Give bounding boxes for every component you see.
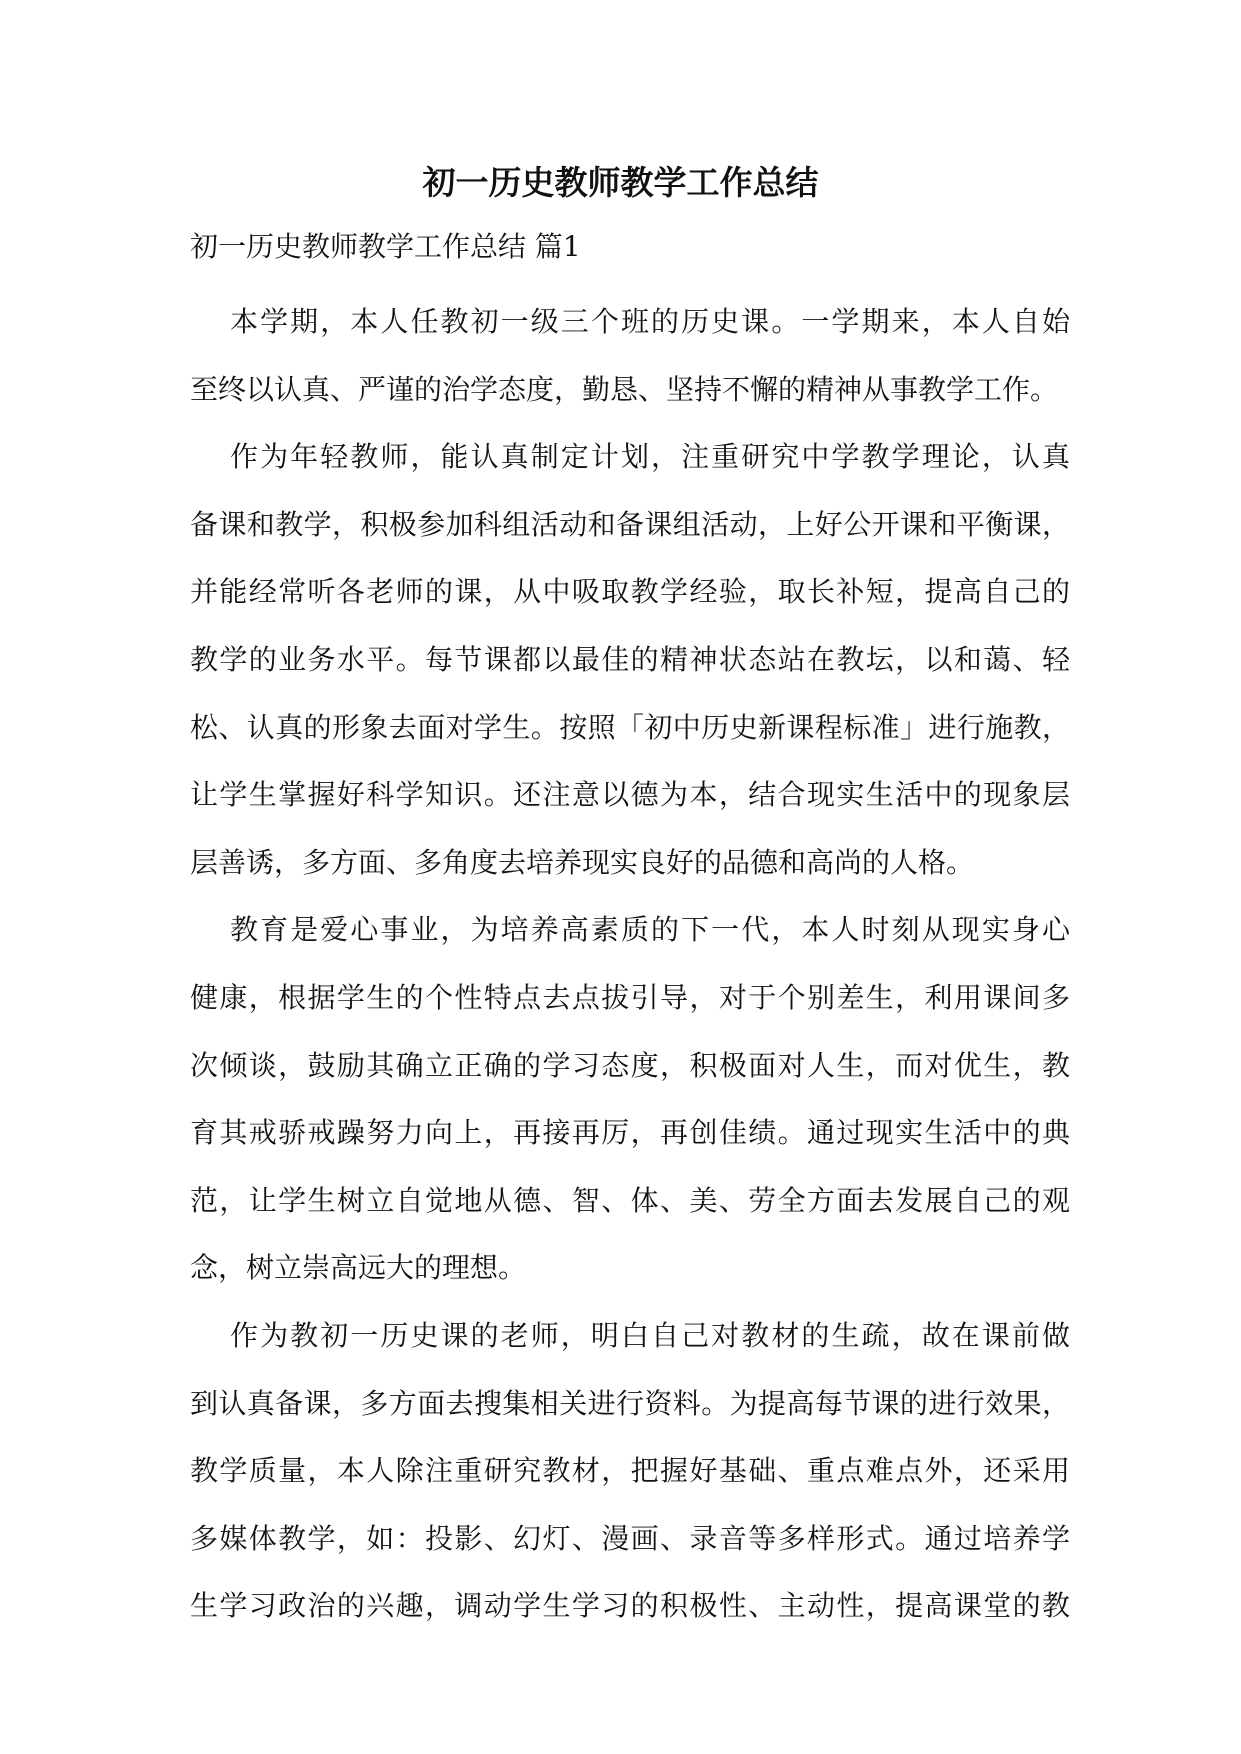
text-line: 教学质量，本人除注重研究教材，把握好基础、重点难点外，还采用 — [190, 1454, 1070, 1488]
text-line: 育其戒骄戒躁努力向上，再接再厉，再创佳绩。通过现实生活中的典 — [190, 1116, 1070, 1150]
text-line: 备课和教学，积极参加科组活动和备课组活动，上好公开课和平衡课， — [190, 507, 1070, 541]
text-line: 到认真备课，多方面去搜集相关进行资料。为提高每节课的进行效果， — [190, 1386, 1070, 1420]
paragraph-1 — [190, 288, 1070, 423]
text-line: 生学习政治的兴趣，调动学生学习的积极性、主动性，提高课堂的教 — [190, 1589, 1070, 1623]
text-line: 作为年轻教师，能认真制定计划，注重研究中学教学理论，认真 — [230, 440, 1070, 474]
paragraph-4 — [190, 1302, 1070, 1640]
paragraph-2 — [190, 423, 1070, 896]
text-line: 范，让学生树立自觉地从德、智、体、美、劳全方面去发展自己的观 — [190, 1183, 1070, 1217]
text-line: 并能经常听各老师的课，从中吸取教学经验，取长补短，提高自己的 — [190, 575, 1070, 609]
section-heading: 初一历史教师教学工作总结 篇1 — [190, 230, 581, 263]
text-line: 松、认真的形象去面对学生。按照「初中历史新课程标准」进行施教， — [190, 710, 1070, 744]
text-line: 至终以认真、严谨的治学态度，勤恳、坚持不懈的精神从事教学工作。 — [190, 372, 1059, 406]
text-line: 次倾谈，鼓励其确立正确的学习态度，积极面对人生，而对优生，教 — [190, 1048, 1070, 1082]
text-line: 多媒体教学，如：投影、幻灯、漫画、录音等多样形式。通过培养学 — [190, 1521, 1070, 1555]
paragraph-3 — [190, 896, 1070, 1302]
text-line: 教育是爱心事业，为培养高素质的下一代，本人时刻从现实身心 — [230, 913, 1070, 947]
text-line: 健康，根据学生的个性特点去点拔引导，对于个别差生，利用课间多 — [190, 980, 1070, 1014]
text-line: 本学期，本人任教初一级三个班的历史课。一学期来，本人自始 — [230, 305, 1070, 338]
text-line: 作为教初一历史课的老师，明白自己对教材的生疏，故在课前做 — [230, 1318, 1070, 1352]
text-line: 教学的业务水平。每节课都以最佳的精神状态站在教坛，以和蔼、轻 — [190, 642, 1070, 676]
document-body — [190, 288, 1070, 1640]
document-title: 初一历史教师教学工作总结 — [422, 163, 819, 202]
text-line: 让学生掌握好科学知识。还注意以德为本，结合现实生活中的现象层 — [190, 778, 1070, 812]
text-line: 层善诱，多方面、多角度去培养现实良好的品德和高尚的人格。 — [190, 845, 975, 879]
text-line: 念，树立崇高远大的理想。 — [190, 1251, 527, 1285]
